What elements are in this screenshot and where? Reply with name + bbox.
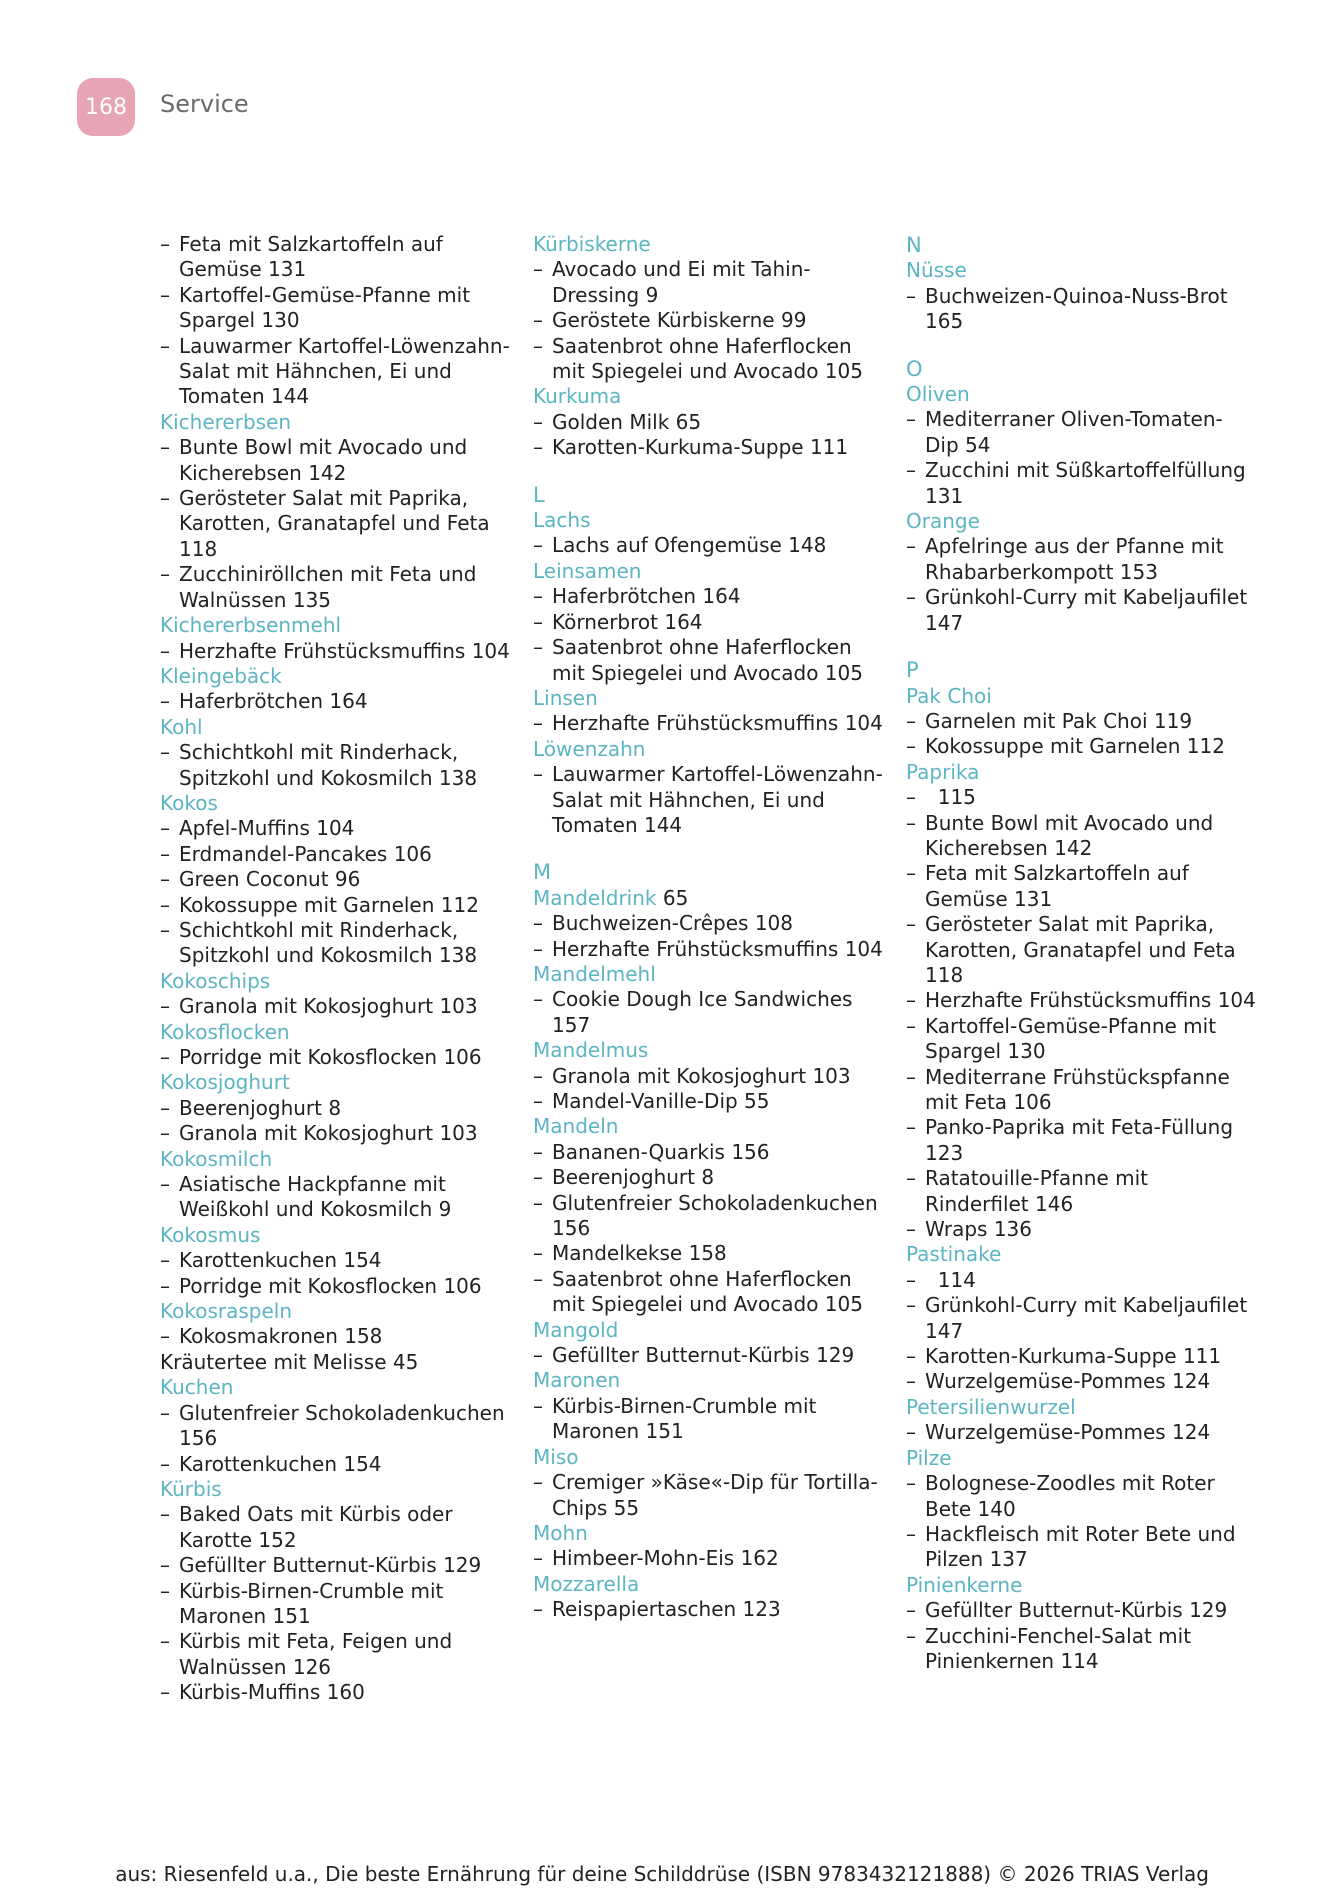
index-entry: – Glutenfreier Schokoladenkuchen 156 — [533, 1191, 883, 1242]
index-entry: – Mandel-Vanille-Dip 55 — [533, 1089, 883, 1114]
index-keyword: Mangold — [533, 1317, 619, 1342]
index-entry: – Zucchiniröllchen mit Feta und Walnüssen 135 — [160, 562, 510, 613]
index-keyword: Mozzarella — [533, 1571, 640, 1596]
index-entry: – Feta mit Salzkartoffeln auf Gemüse 131 — [906, 861, 1256, 912]
index-entry: – Karotten-Kurkuma-Suppe 111 — [906, 1344, 1256, 1369]
index-entry: – Kürbis-Birnen-Crumble mit Maronen 151 — [160, 1579, 510, 1630]
index-entry: – Haferbrötchen 164 — [160, 689, 510, 714]
index-entry: – Lauwarmer Kartoffel-Löwenzahn-Salat mit Hähnchen, Ei und Tomaten 144 — [533, 762, 883, 838]
index-entry: – Gefüllter Butternut-Kürbis 129 — [533, 1343, 883, 1368]
index-entry: – Green Coconut 96 — [160, 867, 510, 892]
index-entry: – Kokossuppe mit Garnelen 112 — [906, 734, 1256, 759]
index-entry: – Kürbis-Birnen-Crumble mit Maronen 151 — [533, 1394, 883, 1445]
index-entry: – Apfelringe aus der Pfanne mit Rhabarberkompott 153 — [906, 534, 1256, 585]
index-entry: – Kartoffel-Gemüse-Pfanne mit Spargel 130 — [160, 283, 510, 334]
index-keyword: Kokosraspeln — [160, 1299, 293, 1324]
index-entry: – Beerenjoghurt 8 — [160, 1096, 510, 1121]
index-entry: – Kokossuppe mit Garnelen 112 — [160, 893, 510, 918]
index-keyword: Kleingebäck — [160, 663, 282, 688]
index-keyword: Petersilienwurzel — [906, 1394, 1076, 1419]
index-keyword: Orange — [906, 509, 980, 534]
index-keyword: Mandeln — [533, 1114, 619, 1139]
index-keyword: Kürbiskerne — [533, 232, 651, 256]
index-entry: – Geröstete Kürbiskerne 99 — [533, 308, 883, 333]
index-entry: – Glutenfreier Schokoladenkuchen 156 — [160, 1401, 510, 1452]
index-entry: – Hackfleisch mit Roter Bete und Pilzen 137 — [906, 1522, 1256, 1573]
index-entry: – Kokosmakronen 158 — [160, 1324, 510, 1349]
index-keyword: Kuchen — [160, 1375, 234, 1400]
index-entry: – Buchweizen-Quinoa-Nuss-Brot 165 — [906, 284, 1256, 335]
index-entry: – Porridge mit Kokosflocken 106 — [160, 1274, 510, 1299]
index-keyword: Lachs — [533, 508, 591, 533]
index-entry: – Haferbrötchen 164 — [533, 584, 883, 609]
index-entry: – Gefüllter Butternut-Kürbis 129 — [906, 1598, 1256, 1623]
index-keyword: Kurkuma — [533, 384, 622, 409]
index-entry: – Grünkohl-Curry mit Kabeljaufilet 147 — [906, 1293, 1256, 1344]
index-entry: – Beerenjoghurt 8 — [533, 1165, 883, 1190]
index-entry: – Mediterrane Frühstückspfanne mit Feta 106 — [906, 1065, 1256, 1116]
index-entry: – Zucchini-Fenchel-Salat mit Pinienkernen 114 — [906, 1624, 1256, 1675]
index-keyword: Paprika — [906, 759, 980, 784]
index-column-3 — [906, 233, 1256, 1674]
index-keyword: Mandelmus — [533, 1038, 649, 1063]
index-entry: – Bananen-Quarkis 156 — [533, 1140, 883, 1165]
index-keyword: Oliven — [906, 382, 970, 407]
index-entry: – Granola mit Kokosjoghurt 103 — [160, 994, 510, 1019]
index-keyword: Maronen — [533, 1368, 621, 1393]
index-entry: – Bolognese-Zoodles mit Roter Bete 140 — [906, 1471, 1256, 1522]
index-entry: – Golden Milk 65 — [533, 410, 883, 435]
index-entry: – Cremiger »Käse«-Dip für Tortilla-Chips 55 — [533, 1470, 883, 1521]
index-keyword: Kokosflocken — [160, 1019, 290, 1044]
index-keyword: Pinienkerne — [906, 1572, 1023, 1597]
index-letter-heading: L — [533, 482, 545, 507]
index-entry: – Bunte Bowl mit Avocado und Kicherebsen 142 — [906, 811, 1256, 862]
index-keyword: Leinsamen — [533, 558, 642, 583]
index-entry: – Asiatische Hackpfanne mit Weißkohl und Kokosmilch 9 — [160, 1172, 510, 1223]
index-entry: – Grünkohl-Curry mit Kabeljaufilet 147 — [906, 585, 1256, 636]
index-keyword: Mohn — [533, 1520, 588, 1545]
index-entry: – Gefüllter Butternut-Kürbis 129 — [160, 1553, 510, 1578]
index-keyword: Kichererbsen — [160, 409, 292, 434]
index-keyword: Linsen — [533, 685, 598, 710]
page-number-badge: 168 — [77, 78, 135, 136]
index-entry: – Lauwarmer Kartoffel-Löwenzahn-Salat mit Hähnchen, Ei und Tomaten 144 — [160, 334, 510, 410]
index-entry: – Gerösteter Salat mit Paprika, Karotten, Granatapfel und Feta 118 — [906, 912, 1256, 988]
index-entry: – Schichtkohl mit Rinderhack, Spitzkohl und Kokosmilch 138 — [160, 918, 510, 969]
index-entry: – Saatenbrot ohne Haferflocken mit Spiegelei und Avocado 105 — [533, 1267, 883, 1318]
index-keyword: Pilze — [906, 1445, 952, 1470]
index-entry: – Cookie Dough Ice Sandwiches 157 — [533, 987, 883, 1038]
index-letter-heading: O — [906, 356, 923, 381]
index-entry: – Ratatouille-Pfanne mit Rinderfilet 146 — [906, 1166, 1256, 1217]
index-entry: – Wurzelgemüse-Pommes 124 — [906, 1420, 1256, 1445]
index-entry: – Herzhafte Frühstücksmuffins 104 — [533, 711, 883, 736]
index-keyword: Kichererbsenmehl — [160, 613, 342, 638]
index-entry: – Saatenbrot ohne Haferflocken mit Spiegelei und Avocado 105 — [533, 635, 883, 686]
index-entry: – Garnelen mit Pak Choi 119 — [906, 709, 1256, 734]
index-entry: – Saatenbrot ohne Haferflocken mit Spiegelei und Avocado 105 — [533, 334, 883, 385]
index-entry: – Avocado und Ei mit Tahin-Dressing 9 — [533, 257, 883, 308]
index-keyword: Miso — [533, 1444, 579, 1469]
index-entry: – Buchweizen-Crêpes 108 — [533, 911, 883, 936]
index-entry: – Kürbis mit Feta, Feigen und Walnüssen 126 — [160, 1629, 510, 1680]
index-entry: – Porridge mit Kokosflocken 106 — [160, 1045, 510, 1070]
index-entry: – Karottenkuchen 154 — [160, 1248, 510, 1273]
index-entry: – Karotten-Kurkuma-Suppe 111 — [533, 435, 883, 460]
index-keyword: Kokosmilch — [160, 1146, 273, 1171]
index-keyword: Kokos — [160, 790, 218, 815]
index-entry: – 115 — [906, 785, 1256, 810]
index-letter-heading: M — [533, 860, 552, 885]
index-entry: – Wraps 136 — [906, 1217, 1256, 1242]
index-letter-heading: N — [906, 233, 922, 257]
index-entry: – Reispapiertaschen 123 — [533, 1597, 883, 1622]
index-entry: – Karottenkuchen 154 — [160, 1452, 510, 1477]
index-entry: – Granola mit Kokosjoghurt 103 — [533, 1064, 883, 1089]
index-entry: – Gerösteter Salat mit Paprika, Karotten, Granatapfel und Feta 118 — [160, 486, 510, 562]
index-entry: – Bunte Bowl mit Avocado und Kicherebsen 142 — [160, 435, 510, 486]
index-keyword: Löwenzahn — [533, 736, 646, 761]
index-keyword: Kokoschips — [160, 968, 271, 993]
index-entry: – Wurzelgemüse-Pommes 124 — [906, 1369, 1256, 1394]
index-keyword: Pastinake — [906, 1242, 1002, 1267]
footer-citation: aus: Riesenfeld u.a., Die beste Ernährung für deine Schilddrüse (ISBN 9783432121888) © 2026 TRIAS Verlag — [115, 1862, 1209, 1886]
index-entry: – Körnerbrot 164 — [533, 610, 883, 635]
index-letter-heading: P — [906, 658, 919, 683]
index-entry: – Himbeer-Mohn-Eis 162 — [533, 1546, 883, 1571]
index-entry: – Zucchini mit Süßkartoffelfüllung 131 — [906, 458, 1256, 509]
index-keyword: Kokosmus — [160, 1222, 261, 1247]
index-keyword: Kohl — [160, 714, 203, 739]
index-entry: – Feta mit Salzkartoffeln auf Gemüse 131 — [160, 232, 510, 283]
index-entry: – Mediterraner Oliven-Tomaten-Dip 54 — [906, 407, 1256, 458]
index-column-2 — [533, 232, 883, 1623]
index-keyword: Mandelmehl — [533, 961, 656, 986]
index-keyword: Nüsse — [906, 258, 967, 283]
index-keyword: Kokosjoghurt — [160, 1070, 290, 1095]
index-entry: Kräutertee mit Melisse 45 — [160, 1349, 419, 1374]
index-entry: – Schichtkohl mit Rinderhack, Spitzkohl und Kokosmilch 138 — [160, 740, 510, 791]
index-entry: – Baked Oats mit Kürbis oder Karotte 152 — [160, 1502, 510, 1553]
section-title: Service — [160, 90, 249, 118]
index-entry: – Herzhafte Frühstücksmuffins 104 — [533, 937, 883, 962]
index-entry: – Herzhafte Frühstücksmuffins 104 — [906, 988, 1256, 1013]
index-entry: – Mandelkekse 158 — [533, 1241, 883, 1266]
index-entry: – Kartoffel-Gemüse-Pfanne mit Spargel 130 — [906, 1014, 1256, 1065]
index-entry: – Granola mit Kokosjoghurt 103 — [160, 1121, 510, 1146]
index-keyword: Mandeldrink 65 — [533, 885, 689, 910]
index-keyword: Pak Choi — [906, 683, 992, 708]
index-column-1 — [160, 232, 510, 1706]
index-entry: – Apfel-Muffins 104 — [160, 816, 510, 841]
index-keyword: Kürbis — [160, 1476, 222, 1501]
index-entry: – Herzhafte Frühstücksmuffins 104 — [160, 639, 510, 664]
index-entry: – Panko-Paprika mit Feta-Füllung 123 — [906, 1115, 1256, 1166]
index-entry: – 114 — [906, 1268, 1256, 1293]
index-entry: – Erdmandel-Pancakes 106 — [160, 842, 510, 867]
index-entry: – Kürbis-Muffins 160 — [160, 1680, 510, 1705]
index-entry: – Lachs auf Ofengemüse 148 — [533, 533, 883, 558]
